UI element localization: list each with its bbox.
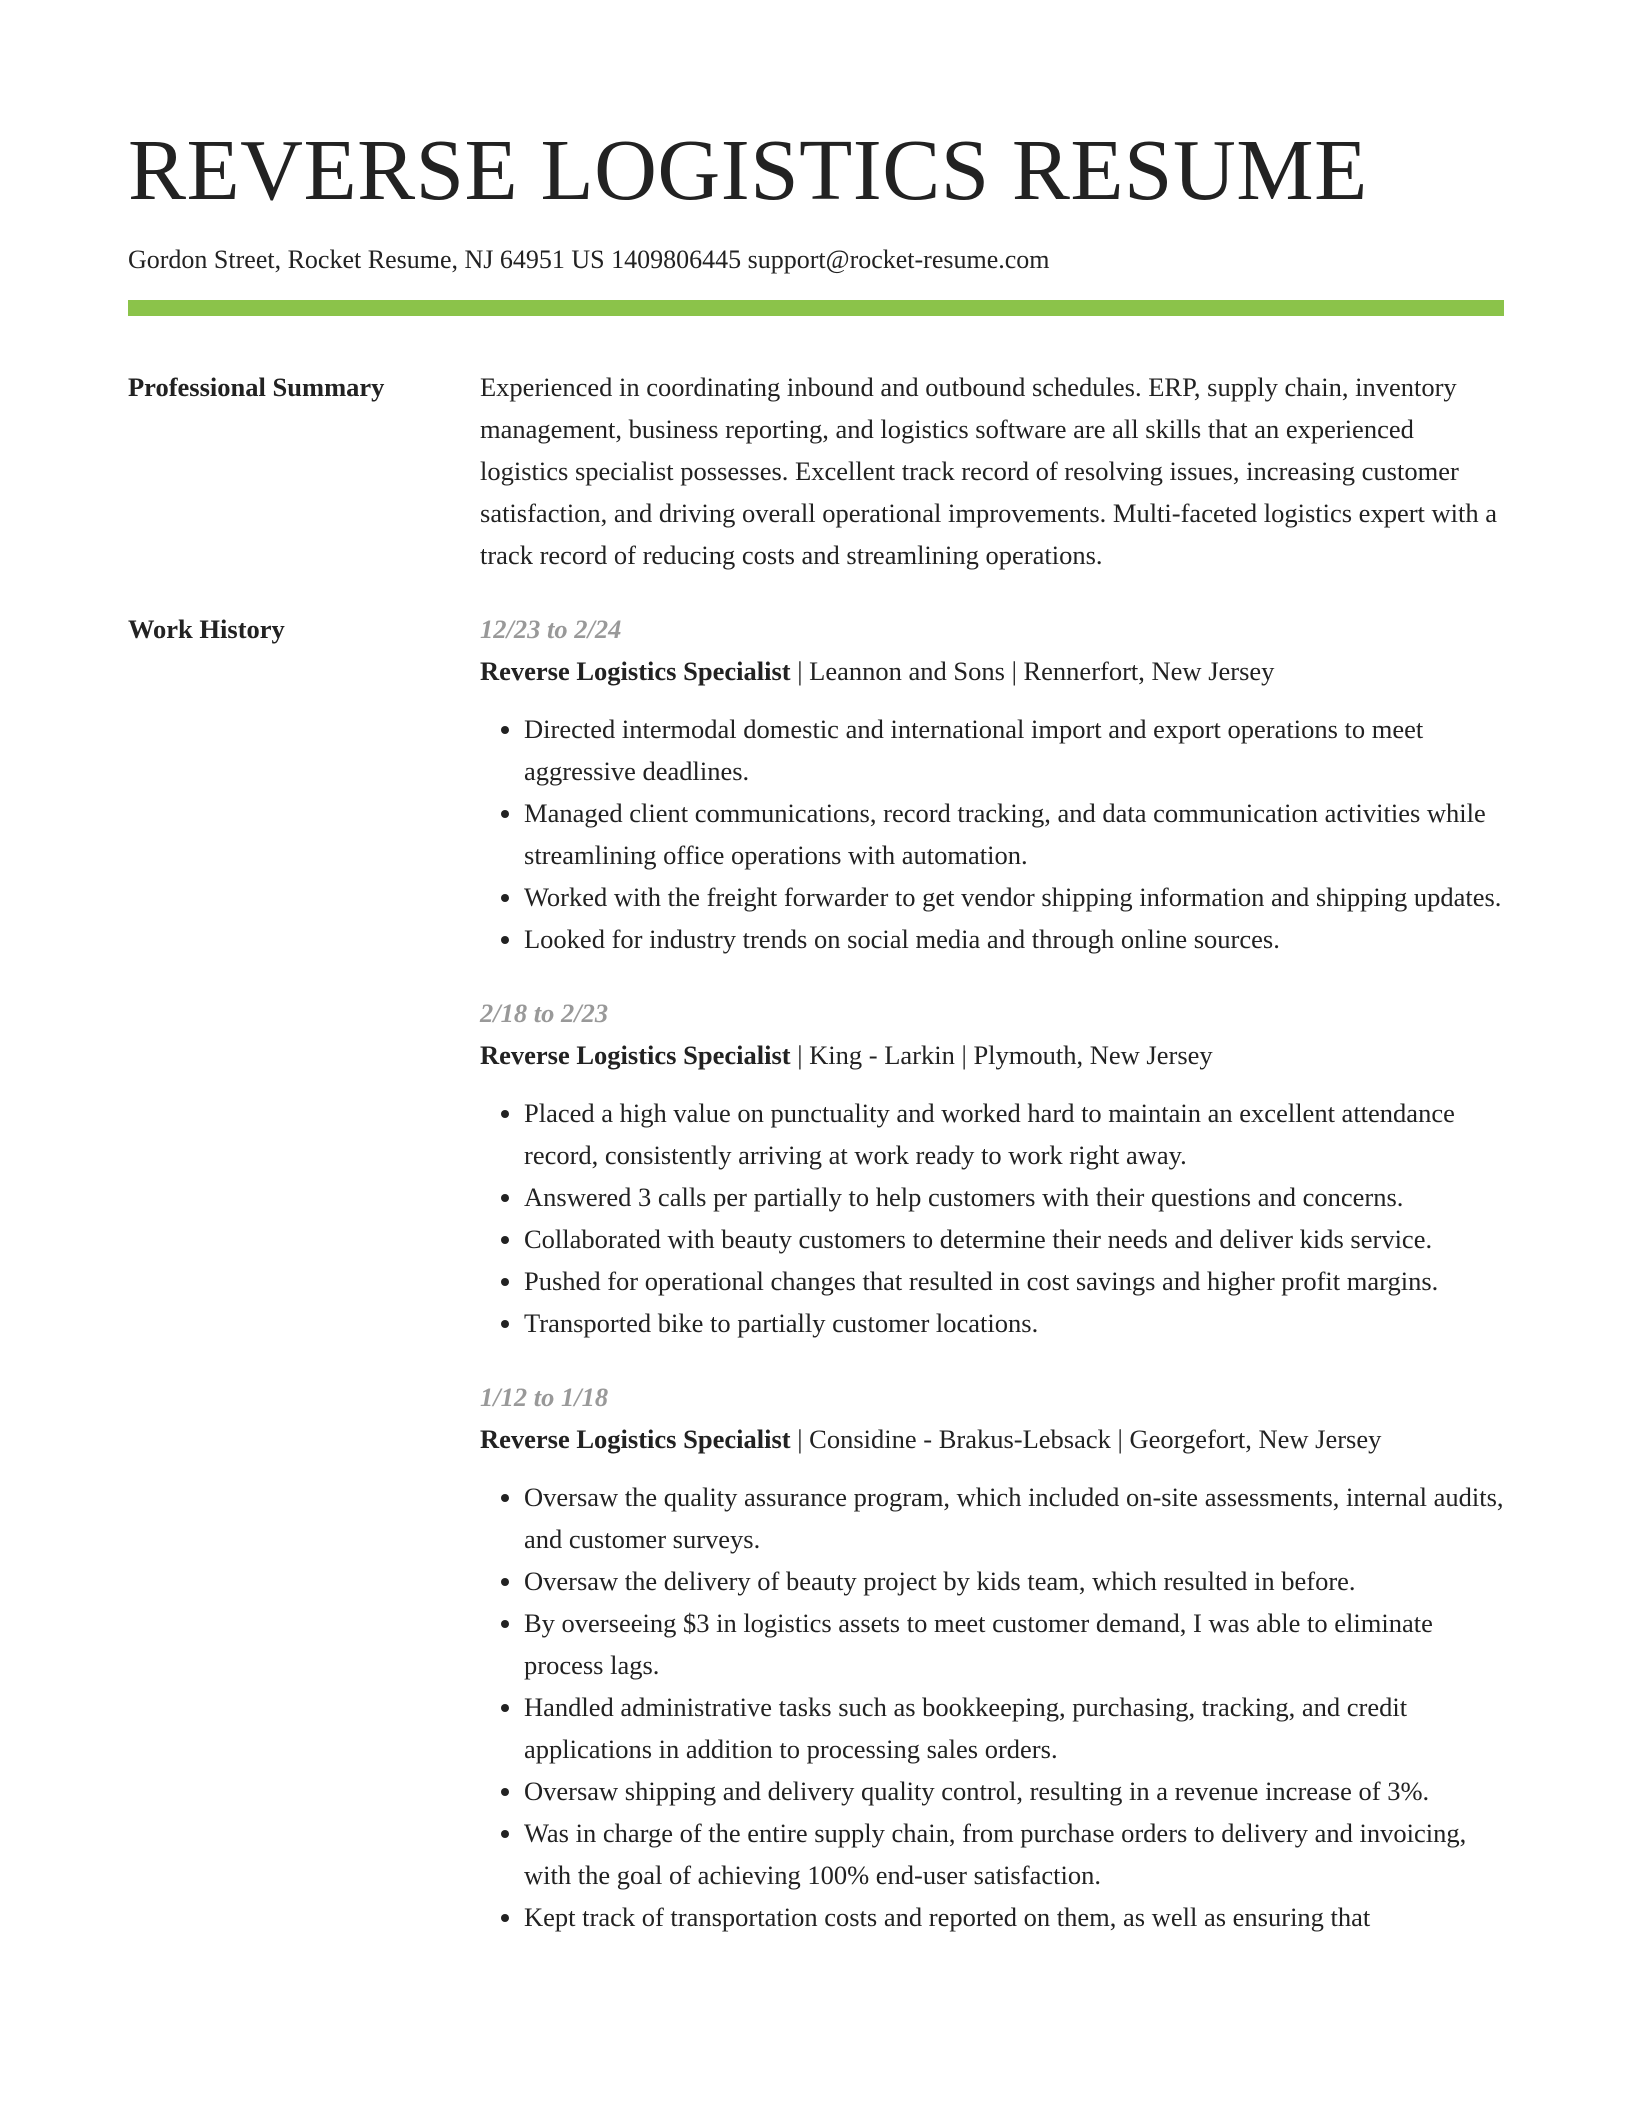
job-location: Georgefort, New Jersey: [1129, 1424, 1382, 1454]
job-heading: [480, 1034, 1504, 1076]
job-bullet: • Handled administrative tasks such as bookkeeping, purchasing, tracking, and credit applications in addition to processing sales orders.: [524, 1686, 1504, 1770]
job-bullet: • Transported bike to partially customer locations.: [524, 1302, 1504, 1344]
job-bullet: • By overseeing $3 in logistics assets to meet customer demand, I was able to eliminate process lags.: [524, 1602, 1504, 1686]
job-separator: |: [1110, 1424, 1130, 1454]
job-bullet: • Oversaw the quality assurance program, which included on-site assessments, internal audits, and customer surveys.: [524, 1476, 1504, 1560]
job-separator: |: [790, 1040, 810, 1070]
professional-summary-section: [128, 366, 1504, 576]
job-dates: 12/23 to 2/24: [480, 614, 622, 644]
resume-page: [128, 0, 1504, 1970]
job-bullet: • Kept track of transportation costs and reported on them, as well as ensuring that: [524, 1896, 1504, 1938]
work-history-section: [128, 608, 1504, 1970]
summary-text: Experienced in coordinating inbound and outbound schedules. ERP, supply chain, inventory management, business reporting, and logistics software are all skills that an experienced logistics specialist possesses. Excellent track record of resolving issues, increasing customer satisfaction, and driving overall operational improvements. Multi-faceted logistics expert with a track record of reducing costs and streamlining operations.: [480, 372, 1498, 570]
job-entry: [480, 1376, 1504, 1938]
job-bullet: • Oversaw shipping and delivery quality control, resulting in a revenue increase of 3%.: [524, 1770, 1504, 1812]
job-title: Reverse Logistics Specialist: [480, 1424, 791, 1454]
job-company: Leannon and Sons: [809, 656, 1005, 686]
job-bullet: • Answered 3 calls per partially to help customers with their questions and concerns.: [524, 1176, 1504, 1218]
job-company: King - Larkin: [809, 1040, 955, 1070]
job-bullet: • Looked for industry trends on social media and through online sources.: [524, 918, 1504, 960]
job-bullet-list: [480, 1476, 1504, 1938]
job-location: Rennerfort, New Jersey: [1023, 656, 1275, 686]
job-heading: [480, 650, 1504, 692]
job-separator: |: [1004, 656, 1024, 686]
header-divider: [128, 300, 1504, 316]
job-separator: |: [790, 656, 810, 686]
work-history-list: [480, 608, 1504, 1970]
job-bullet: • Collaborated with beauty customers to determine their needs and deliver kids service.: [524, 1218, 1504, 1260]
job-entry: [480, 608, 1504, 960]
job-company: Considine - Brakus-Lebsack: [809, 1424, 1111, 1454]
job-bullet-list: [480, 708, 1504, 960]
section-label-summary: Professional Summary: [128, 372, 385, 402]
section-label-work-history: Work History: [128, 614, 285, 644]
job-separator: |: [954, 1040, 974, 1070]
job-bullet: • Placed a high value on punctuality and worked hard to maintain an excellent attendance record, consistently arriving at work ready to work right away.: [524, 1092, 1504, 1176]
job-bullet: • Pushed for operational changes that resulted in cost savings and higher profit margins.: [524, 1260, 1504, 1302]
job-entry: [480, 992, 1504, 1344]
job-separator: |: [790, 1424, 810, 1454]
job-location: Plymouth, New Jersey: [973, 1040, 1213, 1070]
job-bullet: • Managed client communications, record tracking, and data communication activities while streamlining office operations with automation.: [524, 792, 1504, 876]
resume-title: REVERSE LOGISTICS RESUME: [128, 121, 1368, 218]
job-title: Reverse Logistics Specialist: [480, 1040, 791, 1070]
summary-body: [480, 366, 1504, 576]
job-bullet: • Directed intermodal domestic and international import and export operations to meet aggressive deadlines.: [524, 708, 1504, 792]
job-title: Reverse Logistics Specialist: [480, 656, 791, 686]
job-heading: [480, 1418, 1504, 1460]
job-dates: 2/18 to 2/23: [480, 998, 609, 1028]
job-bullet: • Worked with the freight forwarder to get vendor shipping information and shipping updates.: [524, 876, 1504, 918]
contact-info: Gordon Street, Rocket Resume, NJ 64951 US 1409806445 support@rocket-resume.com: [128, 245, 1050, 274]
job-bullet: • Oversaw the delivery of beauty project by kids team, which resulted in before.: [524, 1560, 1504, 1602]
job-dates: 1/12 to 1/18: [480, 1382, 609, 1412]
job-bullet-list: [480, 1092, 1504, 1344]
job-bullet: • Was in charge of the entire supply chain, from purchase orders to delivery and invoicing, with the goal of achieving 100% end-user satisfaction.: [524, 1812, 1504, 1896]
